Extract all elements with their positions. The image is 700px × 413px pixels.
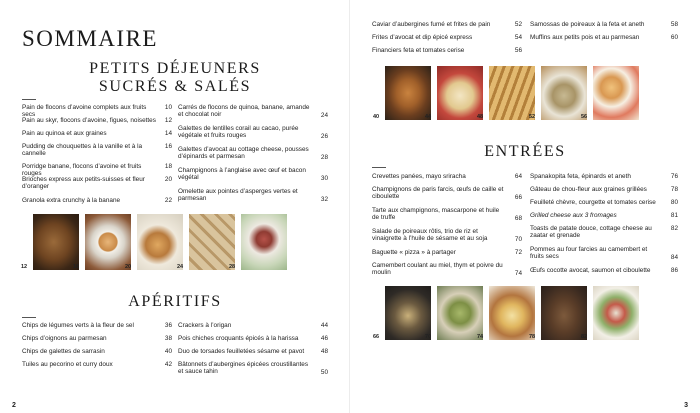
toc-entry[interactable]: Champignons à l’anglaise avec œuf et bacon végétal 30: [178, 167, 328, 182]
toc-entry[interactable]: Gâteau de chou-fleur aux graines grillées 78: [530, 186, 678, 193]
photo-twists[interactable]: 48: [489, 66, 535, 120]
aperitifs-column-2: [178, 322, 328, 384]
entrees-column-2: [530, 173, 678, 283]
breakfast-photo-strip: [21, 214, 287, 270]
breakfast-title-rule: [22, 99, 36, 100]
toc-entry[interactable]: Muffins aux petits pois et au parmesan 60: [530, 34, 678, 41]
toc-entry[interactable]: Crevettes panées, mayo sriracha 64: [372, 173, 522, 180]
toc-entry[interactable]: Bâtonnets d’aubergines épicées croustillantes et sauce tahin 50: [178, 361, 328, 376]
toc-entry[interactable]: Samossas de poireaux à la feta et aneth 58: [530, 21, 678, 28]
toc-entry[interactable]: Chips de légumes verts à la fleur de sel 36: [22, 322, 172, 329]
breakfast-column-1: [22, 104, 172, 209]
photo-sweet-potato-toasts[interactable]: 82: [593, 286, 639, 340]
toc-entry[interactable]: Crackers à l’origan 44: [178, 322, 328, 329]
toc-entry[interactable]: Galettes de lentilles corail au cacao, purée végétale et fruits rouges 26: [178, 125, 328, 140]
toc-entry[interactable]: Camembert coulant au miel, thym et poivre du moulin 74: [372, 262, 522, 277]
toc-entry[interactable]: Pois chiches croquants épicés à la harissa 46: [178, 335, 328, 342]
entrees-section-title: ENTRÉES: [484, 143, 566, 160]
toc-entry[interactable]: Pudding de chouquettes à la vanille et à la cannelle 16: [22, 143, 172, 158]
photo-onion-chips[interactable]: 40: [385, 66, 431, 120]
toc-entry[interactable]: Feuilleté chèvre, courgette et tomates cerise 80: [530, 199, 678, 206]
photo-cauliflower-cake[interactable]: 78: [541, 286, 587, 340]
toc-entry[interactable]: Œufs cocotte avocat, saumon et ciboulette 86: [530, 267, 678, 274]
breakfast-title-line-2: SUCRÉS & SALÉS: [98, 78, 252, 95]
toc-entry[interactable]: Chips de galettes de sarrasin 40: [22, 348, 172, 355]
toc-entry[interactable]: Chips d’oignons au parmesan 38: [22, 335, 172, 342]
aperitifs-title-rule: [22, 317, 36, 318]
toc-entry[interactable]: Tuiles au pecorino et curry doux 42: [22, 361, 172, 368]
entrees-column-1: [372, 173, 522, 283]
page-number-left: 2: [12, 402, 16, 409]
toc-entry[interactable]: Frites d’avocat et dip épicé express 54: [372, 34, 522, 41]
toc-entry[interactable]: Pain de flocons d’avoine complets aux fruits secs 10: [22, 104, 172, 119]
toc-entry[interactable]: Carrés de flocons de quinoa, banane, amande et chocolat noir 24: [178, 104, 328, 119]
page-number-right: 3: [684, 402, 688, 409]
toc-entry[interactable]: Pommes au four farcies au camembert et fruits secs 84: [530, 246, 678, 261]
toc-entry[interactable]: Granola extra crunchy à la banane 22: [22, 197, 172, 204]
aperitifs-continued-column-2: [530, 21, 678, 45]
photo-stuffed-mushrooms[interactable]: 66: [385, 286, 431, 340]
photo-granola-bars[interactable]: 24: [189, 214, 235, 270]
toc-entry[interactable]: Duo de torsades feuilletées sésame et pavot 48: [178, 348, 328, 355]
toc-entry[interactable]: Pain au skyr, flocons d’avoine, figues, noisettes 12: [22, 117, 172, 124]
toc-entry[interactable]: Baguette « pizza » à partager 72: [372, 249, 522, 256]
toc-entry[interactable]: Pain au quinoa et aux graines 14: [22, 130, 172, 137]
toc-entry[interactable]: Omelette aux pointes d’asperges vertes et parmesan 32: [178, 188, 328, 203]
photo-pudding[interactable]: 16: [85, 214, 131, 270]
entrees-title-rule: [372, 167, 386, 168]
breakfast-column-2: [178, 104, 328, 212]
toc-entry[interactable]: Salade de poireaux rôtis, trio de riz et vinaigrette à l’huile de sésame et au soja 70: [372, 228, 522, 243]
toc-entry[interactable]: Tarte aux champignons, mascarpone et huile de truffe 68: [372, 207, 522, 222]
photo-lentil-pancakes[interactable]: 28: [241, 214, 287, 270]
toc-entry[interactable]: Porridge banane, flocons d’avoine et fruits rouges 18: [22, 163, 172, 178]
toc-entry[interactable]: Brioches express aux petits-suisses et fleur d’oranger 20: [22, 176, 172, 191]
breakfast-title-line-1: PETITS DÉJEUNERS: [89, 60, 261, 77]
right-page: [350, 0, 700, 413]
toc-entry[interactable]: Caviar d’aubergines fumé et frites de pain 52: [372, 21, 522, 28]
toc-entry[interactable]: Financiers feta et tomates cerise 56: [372, 47, 522, 54]
photo-crackers[interactable]: 44: [437, 66, 483, 120]
photo-financiers[interactable]: 56: [593, 66, 639, 120]
photo-eggplant-caviar[interactable]: 52: [541, 66, 587, 120]
photo-camembert[interactable]: 74: [489, 286, 535, 340]
photo-brioches[interactable]: 20: [137, 214, 183, 270]
toc-entry[interactable]: Galettes d’avocat au cottage cheese, pousses d’épinards et parmesan 28: [178, 146, 328, 161]
toc-entry[interactable]: Spanakopita feta, épinards et aneth 76: [530, 173, 678, 180]
entrees-photo-strip: [373, 286, 639, 340]
toc-entry[interactable]: Toasts de patate douce, cottage cheese au zaatar et grenade 82: [530, 225, 678, 240]
photo-bread-loaf[interactable]: 12: [33, 214, 79, 270]
toc-entry[interactable]: Grilled cheese aux 3 fromages 81: [530, 212, 678, 219]
aperitifs-continued-column-1: [372, 21, 522, 57]
breakfast-section-title: [60, 60, 290, 96]
toc-entry[interactable]: Champignons de paris farcis, œufs de caille et ciboulette 66: [372, 186, 522, 201]
aperitifs-photo-strip: [373, 66, 639, 120]
aperitifs-column-1: [22, 322, 172, 382]
photo-leek-salad[interactable]: 70: [437, 286, 483, 340]
page-title: SOMMAIRE: [22, 26, 158, 51]
aperitifs-section-title: APÉRITIFS: [128, 293, 222, 310]
